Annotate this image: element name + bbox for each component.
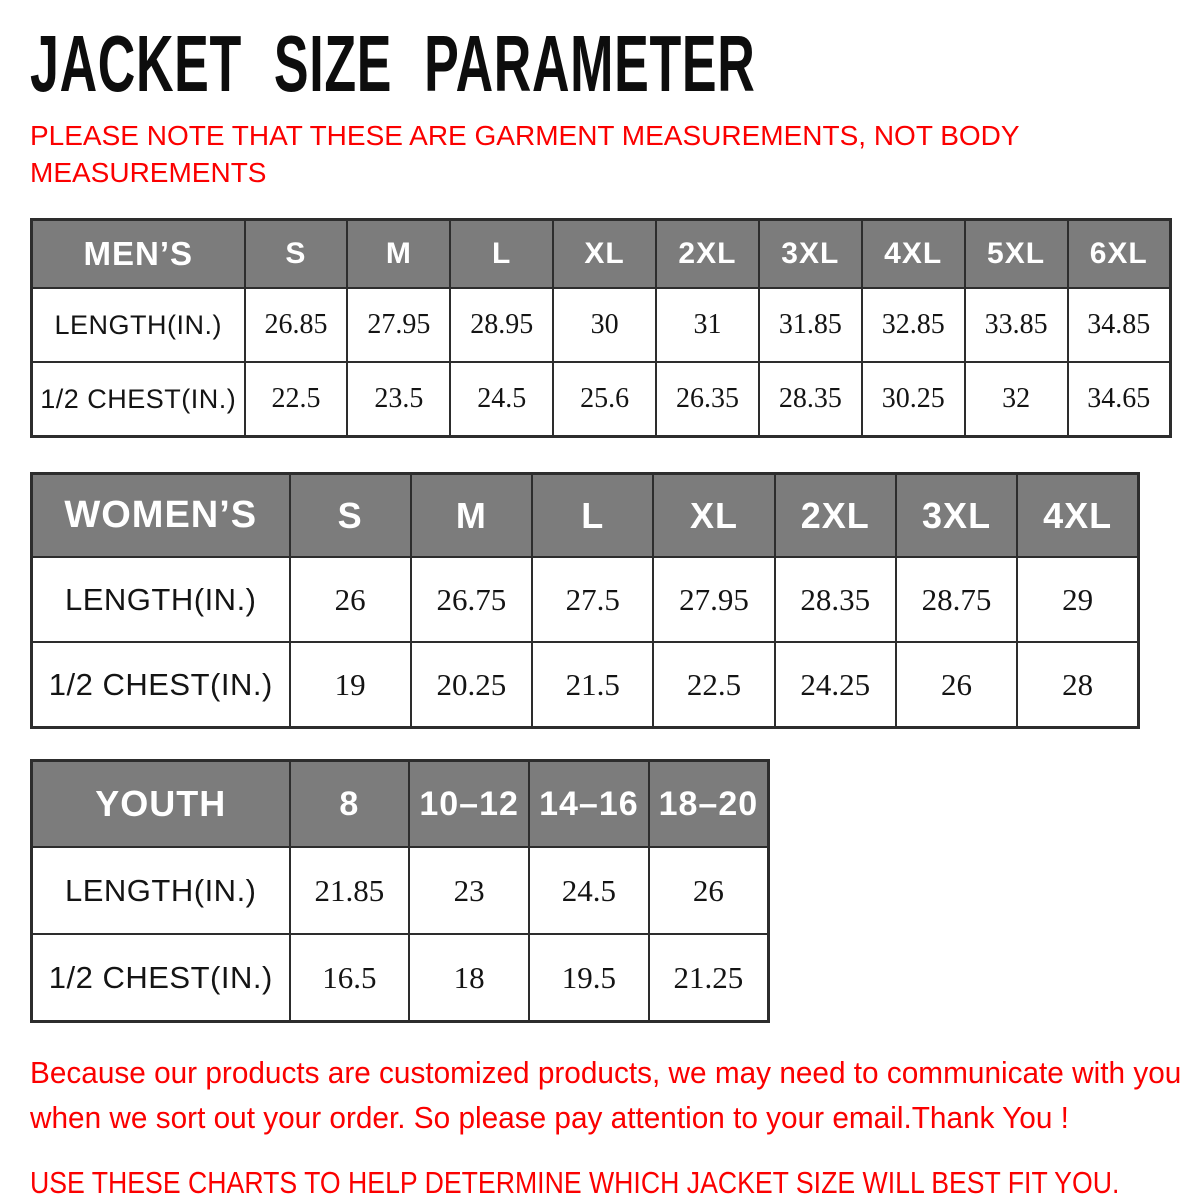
measurement-cell: 18 [409,934,529,1021]
measurement-cell: 23 [409,847,529,934]
chart-usage-note-text: USE THESE CHARTS TO HELP DETERMINE WHICH JACKET SIZE WILL BEST FIT YOU. [30,1164,1120,1200]
size-header-cell: S [290,473,411,557]
measurement-cell: 27.95 [347,288,450,362]
note-line-2: MEASUREMENTS [30,156,267,188]
measurement-cell: 32.85 [862,288,965,362]
row-label-cell: LENGTH(IN.) [32,847,290,934]
measurement-cell: 20.25 [411,642,532,727]
measurement-cell: 21.25 [649,934,769,1021]
measurement-cell: 31 [656,288,759,362]
measurement-cell: 28.35 [775,557,896,642]
size-header-cell: 2XL [656,219,759,288]
size-header-cell: 10–12 [409,760,529,847]
measurement-cell: 27.5 [532,557,653,642]
measurement-cell: 19 [290,642,411,727]
measurement-cell: 34.85 [1068,288,1171,362]
measurement-cell: 19.5 [529,934,649,1021]
measurement-cell: 30.25 [862,362,965,436]
size-header-cell: 14–16 [529,760,649,847]
measurement-cell: 32 [965,362,1068,436]
customization-notice-line-2: when we sort out your order. So please pay attention to your email.Thank You ! [30,1099,1069,1135]
size-header-cell: 5XL [965,219,1068,288]
youth-chest-row [32,934,769,1021]
youth-table-title: YOUTH [32,760,290,847]
mens-chest-row [32,362,1171,436]
size-header-cell: 4XL [862,219,965,288]
page-title-text: JACKET SIZE PARAMETER [30,19,756,108]
size-header-cell: L [532,473,653,557]
size-header-cell: 4XL [1017,473,1138,557]
size-header-cell: L [450,219,553,288]
size-header-cell: 6XL [1068,219,1171,288]
mens-table-title: MEN’S [32,219,245,288]
measurement-cell: 34.65 [1068,362,1171,436]
mens-length-row [32,288,1171,362]
youth-header-row [32,760,769,847]
measurement-cell: 22.5 [245,362,348,436]
measurement-cell: 29 [1017,557,1138,642]
size-header-cell: 3XL [896,473,1017,557]
customization-notice-line-1: Because our products are customized products, we may need to communicate with you [30,1054,1182,1090]
size-header-cell: M [347,219,450,288]
youth-length-row [32,847,769,934]
size-header-cell: S [245,219,348,288]
measurement-cell: 26 [649,847,769,934]
size-header-cell: XL [553,219,656,288]
size-header-cell: 8 [290,760,410,847]
measurement-cell: 30 [553,288,656,362]
measurement-cell: 26.75 [411,557,532,642]
garment-measurement-note [30,118,1200,192]
measurement-cell: 26 [290,557,411,642]
measurement-cell: 26 [896,642,1017,727]
measurement-cell: 24.25 [775,642,896,727]
measurement-cell: 21.85 [290,847,410,934]
size-header-cell: 2XL [775,473,896,557]
measurement-cell: 28 [1017,642,1138,727]
row-label-cell: 1/2 CHEST(IN.) [32,934,290,1021]
measurement-cell: 28.75 [896,557,1017,642]
womens-size-table [30,472,1140,729]
measurement-cell: 28.35 [759,362,862,436]
chart-usage-note [30,1165,1200,1201]
measurement-cell: 26.35 [656,362,759,436]
size-header-cell: M [411,473,532,557]
size-header-cell: 3XL [759,219,862,288]
row-label-cell: 1/2 CHEST(IN.) [32,362,245,436]
size-header-cell: XL [653,473,774,557]
measurement-cell: 26.85 [245,288,348,362]
mens-size-table [30,218,1172,438]
measurement-cell: 27.95 [653,557,774,642]
womens-table-title: WOMEN’S [32,473,290,557]
womens-header-row [32,473,1139,557]
customization-notice [30,1051,1200,1141]
measurement-cell: 22.5 [653,642,774,727]
measurement-cell: 24.5 [450,362,553,436]
row-label-cell: LENGTH(IN.) [32,288,245,362]
measurement-cell: 33.85 [965,288,1068,362]
measurement-cell: 21.5 [532,642,653,727]
measurement-cell: 23.5 [347,362,450,436]
row-label-cell: LENGTH(IN.) [32,557,290,642]
youth-size-table [30,759,770,1023]
measurement-cell: 25.6 [553,362,656,436]
womens-chest-row [32,642,1139,727]
note-line-1: PLEASE NOTE THAT THESE ARE GARMENT MEASUREMENTS, NOT BODY [30,120,1020,151]
measurement-cell: 24.5 [529,847,649,934]
page-title [30,19,1200,108]
measurement-cell: 16.5 [290,934,410,1021]
measurement-cell: 31.85 [759,288,862,362]
womens-length-row [32,557,1139,642]
mens-header-row [32,219,1171,288]
row-label-cell: 1/2 CHEST(IN.) [32,642,290,727]
measurement-cell: 28.95 [450,288,553,362]
size-header-cell: 18–20 [649,760,769,847]
